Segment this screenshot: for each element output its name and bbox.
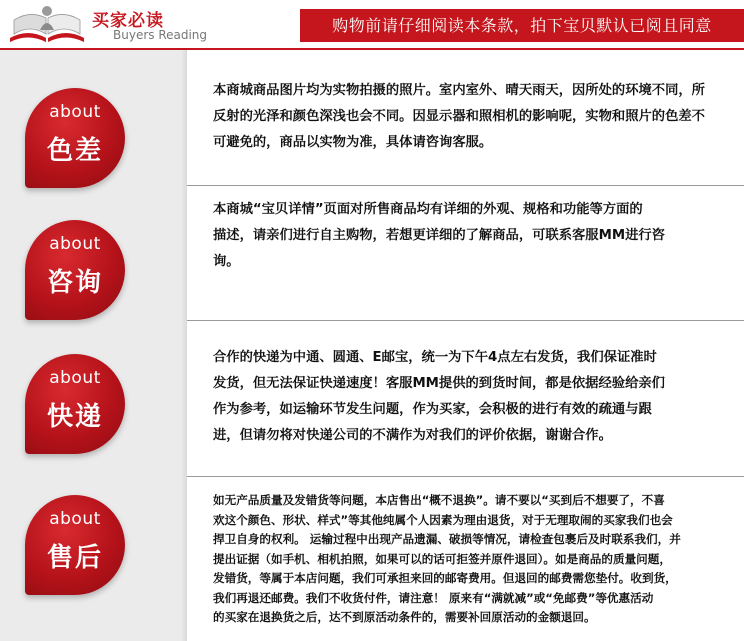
header xyxy=(0,0,744,47)
text-line: 提出证据（如手机、相机拍照，如果可以的话可拒签并原件退回）。如是商品的质量问题， xyxy=(213,551,671,566)
text-line: 本商城商品图片均为实物拍摄的照片。室内室外、晴天雨天，因所处的环境不同，所 xyxy=(213,83,705,98)
badge-about-label: about xyxy=(49,509,101,529)
text-line: 描述，请亲们进行自主购物，若想更详细的了解商品，可联系客服MM进行咨 xyxy=(213,228,665,243)
badge-about-label: about xyxy=(49,368,101,388)
badge-about-label: about xyxy=(49,102,101,122)
text-line: 发货，但无法保证快递速度！客服MM提供的到货时间，都是依据经验给亲们 xyxy=(213,376,665,391)
text-line: 反射的光泽和颜色深浅也会不同。因显示器和照相机的影响呢，实物和照片的色差不 xyxy=(213,109,705,124)
page-subtitle: Buyers Reading xyxy=(113,28,208,42)
text-line: 如无产品质量及发错货等问题，本店售出“概不退换”。请不要以“买到后不想要了，不喜 xyxy=(213,493,665,507)
badge-title: 色差 xyxy=(46,136,103,166)
section-text xyxy=(213,197,723,275)
text-line: 本商城“宝贝详情”页面对所售商品均有详细的外观、规格和功能等方面的 xyxy=(213,202,643,217)
open-book-icon xyxy=(8,4,86,44)
section-text xyxy=(213,345,723,449)
text-line: 作为参考，如运输环节发生问题，作为买家，会积极的进行有效的疏通与跟 xyxy=(213,402,652,417)
section-badge xyxy=(25,220,125,320)
section-badge xyxy=(25,88,125,188)
section-delivery xyxy=(0,321,744,476)
badge-about-label: about xyxy=(49,234,101,254)
text-line: 合作的快递为中通、圆通、E邮宝，统一为下午4点左右发货，我们保证准时 xyxy=(213,350,657,365)
text-line: 询。 xyxy=(213,254,240,269)
section-badge xyxy=(25,495,125,595)
notice-banner: 购物前请仔细阅读本条款，拍下宝贝默认已阅且同意 xyxy=(300,9,744,42)
text-line: 的买家在退换货之后，达不到原活动条件的，需要补回原活动的金额退回。 xyxy=(213,610,596,624)
text-line: 发错货，等属于本店问题，我们可承担来回的邮寄费用。但退回的邮费需您垫付。收到货， xyxy=(213,571,677,585)
section-text xyxy=(213,78,723,156)
badge-title: 咨询 xyxy=(46,268,103,298)
page-title: 买家必读 xyxy=(92,11,164,31)
section-text xyxy=(213,491,728,628)
badge-title: 快递 xyxy=(46,402,103,432)
text-line: 可避免的，商品以实物为准，具体请咨询客服。 xyxy=(213,135,493,150)
badge-title: 售后 xyxy=(46,543,103,573)
section-badge xyxy=(25,354,125,454)
section-color-difference xyxy=(0,50,744,185)
text-line: 欢这个颜色、形状、样式”等其他纯属个人因素为理由退货，对于无理取闹的买家我们也会 xyxy=(213,512,673,527)
section-consultation xyxy=(0,186,744,320)
text-line: 捍卫自身的权利。 运输过程中出现产品遗漏、破损等情况，请检查包裹后及时联系我们，并 xyxy=(213,532,681,546)
text-line: 我们再退还邮费。我们不收货付件，请注意！ 原来有“满就减”或“免邮费”等优惠活动 xyxy=(213,590,654,605)
section-after-sales xyxy=(0,477,744,641)
text-line: 进，但请勿将对快递公司的不满作为对我们的评价依据，谢谢合作。 xyxy=(213,428,612,443)
